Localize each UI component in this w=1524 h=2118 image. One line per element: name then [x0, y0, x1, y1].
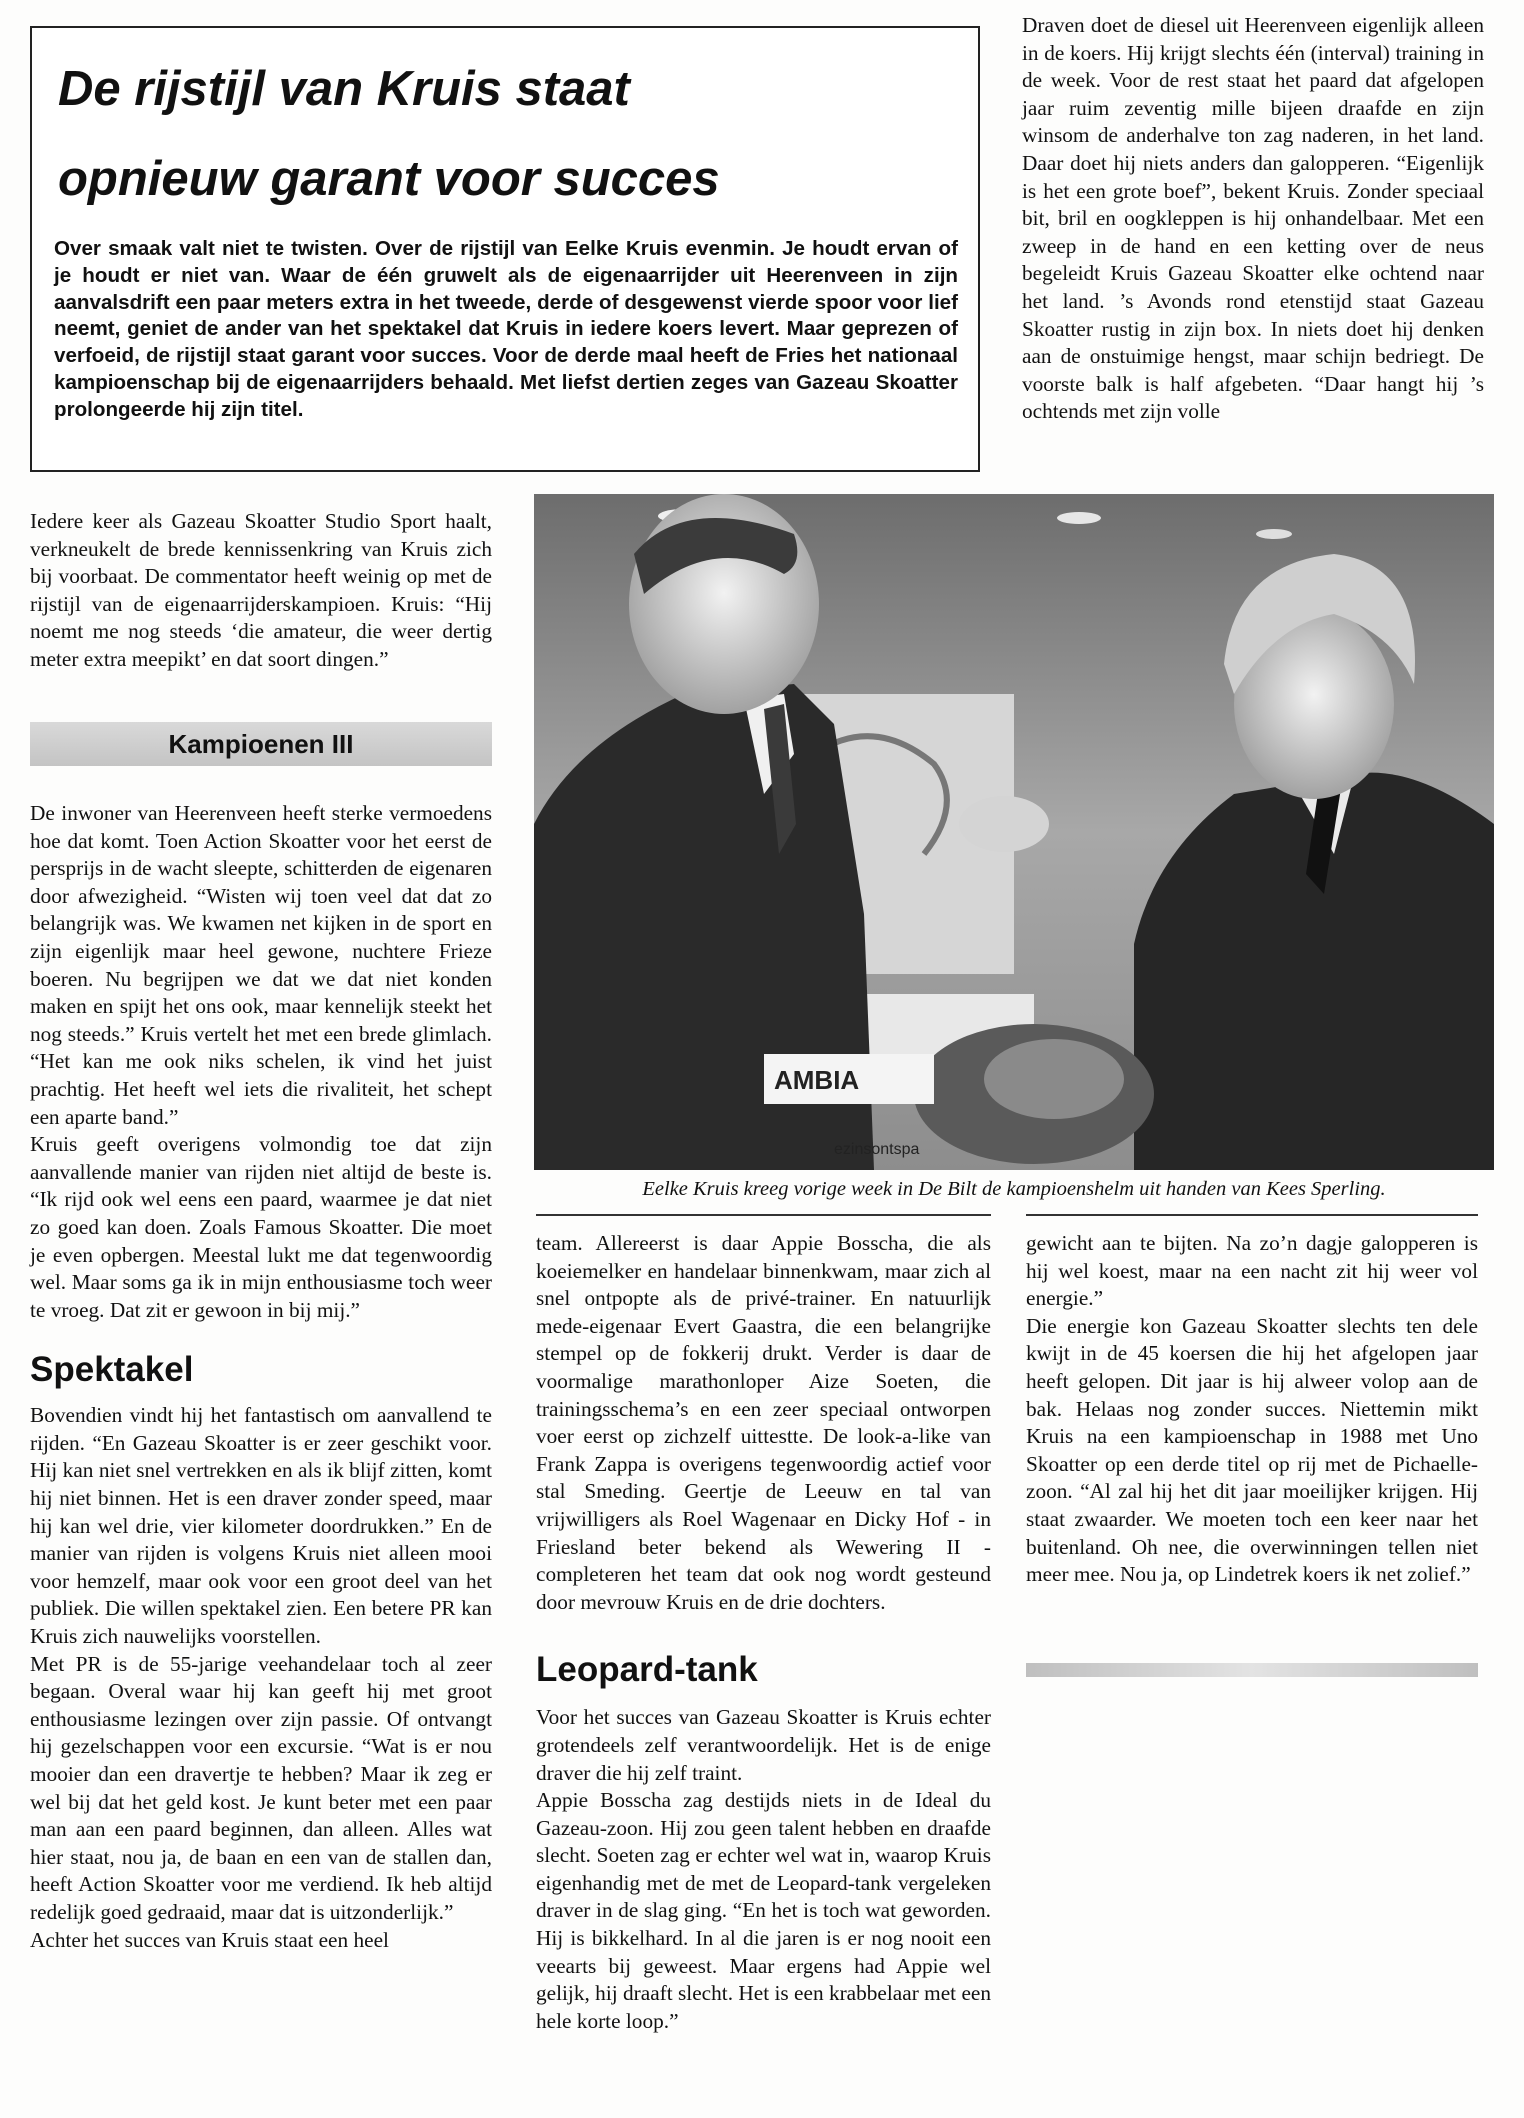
section-box-heading: Kampioenen III [30, 722, 492, 766]
headline [58, 44, 958, 224]
left-paragraph-3: Bovendien vindt hij het fantastisch om aanvallend te rijden. “En Gazeau Skoatter is er zeer geschikt voor. Hij kan niet snel vertrekken en als ik blijf zitten, komt hij niet binnen. Het is een draver zonder speed, maar hij kan wel drie, vier kilometer doordrukken.” En de manier van rijden is volgens Kruis niet alleen mooi voor hemzelf, maar ook voor een groot deel van het publiek. Die willen spektakel zien. Een betere PR kan Kruis zich nauwelijks voorstellen. [30, 1403, 492, 1649]
top-right-text: Draven doet de diesel uit Heerenveen eigenlijk alleen in de koers. Hij krijgt slechts één (interval) training in de week. Voor de rest staat het paard dat afgelopen jaar ruim zeventig mille bijeen draafde en zijn winsom de anderhalve ton zag naderen, in het land. Daar doet hij niets anders dan galopperen. “Eigenlijk is het een grote boef”, bekent Kruis. Zonder speciaal bit, bril en oogkleppen is hij onhandelbaar. Met een zweep in de hand en een ketting over de neus begeleidt Kruis Gazeau Skoatter elke ochtend naar het land. ’s Avonds rond etenstijd staat Gazeau Skoatter rustig in zijn box. In niets doet hij denken aan de onstuimige hengst, maar schijn bedriegt. De voorste balk is half afgebeten. “Daar hangt hij ’s ochtends met zijn volle [1022, 13, 1484, 424]
column-right [1026, 1230, 1478, 1589]
column-middle [536, 1230, 991, 2035]
right-paragraph-2: Die energie kon Gazeau Skoatter slechts ten dele kwijt in de 45 koersen die hij het afgelopen jaar heeft gelopen. Dit jaar is hij alweer volop aan de bak. Helaas nog zonder succes. Niettemin mikt Kruis na een kampioenschap in 1988 met Uno Skoatter op een derde titel op rij met de Pichaelle-zoon. “Al zal hij het dit jaar moeilijker krijgen. Hij staat zwaarder. We moeten toch een keer naar het buitenland. Oh nee, die overwinningen tellen niet meer mee. Nou ja, op Lindetrek koers ik net zolief.” [1026, 1313, 1478, 1587]
headline-line-2: opnieuw garant voor succes [58, 152, 720, 206]
column-left [30, 508, 492, 674]
photo-caption: Eelke Kruis kreeg vorige week in De Bilt de kampioenshelm uit handen van Kees Sperling. [642, 1178, 1386, 1200]
end-bar [1026, 1663, 1478, 1677]
headline-line-1: De rijstijl van Kruis staat [58, 62, 630, 116]
rule-mid [536, 1214, 991, 1216]
column-top-right [1022, 12, 1484, 426]
title-box [30, 26, 980, 472]
photo-illustration [534, 494, 1494, 1170]
left-paragraph-2: Kruis geeft overigens volmondig toe dat zijn aanvallende manier van rijden niet altijd de beste is. “Ik rijd ook wel eens een paard, waarmee je dat niet zo goed kan doen. Zoals Famous Skoatter. Die moet je even opbergen. Meestal lukt me dat tegenwoordig wel. Maar soms ga ik in mijn enthousiasme toch weer te vroeg. Dat zit er gewoon in bij mij.” [30, 1132, 492, 1322]
column-left-body [30, 800, 492, 1954]
left-intro: Iedere keer als Gazeau Skoatter Studio Sport haalt, verkneukelt de brede kennissenkring van Kruis zich bij voorbaat. De commentator heeft weinig op met de rijstijl van de eigenaarrijderskampioen. Kruis: “Hij noemt me nog steeds ‘die amateur, die weer dertig meter extra meepikt’ en dat soort dingen.” [30, 509, 492, 671]
left-paragraph-4: Met PR is de 55-jarige veehandelaar toch al zeer begaan. Overal waar hij kan geeft hij met groot enthousiasme lezingen over zijn passie. Of ontvangt hij gezelschappen voor een excursie. “Wat is er nou mooier dan een dravertje te hebben? Maar ik zeg er wel bij dat het geld kost. Je kunt beter met een paar man aan een paard beginnen, dan alleen. Alles wat hier staat, nou ja, de baan en een van de stallen dan, heeft Action Skoatter voor me verdiend. Ik heb altijd redelijk goed gedraaid, maar dat is uitzonderlijk.” [30, 1651, 492, 1924]
middle-paragraph-1: team. Allereerst is daar Appie Bosscha, die als koeiemelker en handelaar binnenkwam, maar zich al snel ontpopte als de privé-trainer. En natuurlijk mede-eigenaar Evert Gaastra, die een belangrijke stempel op de fokkerij drukt. Verder is daar de voormalige marathonloper Aize Soeten, die trainingsschema’s en een zeer speciaal ontworpen voer eerst op zichzelf uittestte. De look-a-like van Frank Zappa is overigens tegenwoordig actief voor stal Smeding. Geertje de Leeuw en tal van vrijwilligers als Roel Wagenaar en Dicky Hof - in Friesland beter bekend als Wewering II - completeren het team dat ook nog wordt gesteund door mevrouw Kruis en de drie dochters. [536, 1231, 991, 1614]
subhead-spektakel: Spektakel [30, 1350, 194, 1390]
lead-paragraph: Over smaak valt niet te twisten. Over de rijstijl van Eelke Kruis evenmin. Je houdt ervan of je houdt er niet van. Waar de één gruwelt als de eigenaarrijder uit Heerenveen in zijn aanvalsdrift een paar meters extra in het tweede, derde of desgewenst vierde spoor voor lief neemt, geniet de ander van het spektakel dat Kruis in iedere koers levert. Maar geprezen of verfoeid, de rijstijl staat garant voor succes. Voor de derde maal heeft de Fries het nationaal kampioenschap bij de eigenaarrijders behaald. Met liefst dertien zeges van Gazeau Skoatter prolongeerde hij zijn titel. [54, 237, 958, 421]
middle-paragraph-3: Appie Bosscha zag destijds niets in de Ideal du Gazeau-zoon. Hij zou geen talent hebben en draafde slecht. Soeten zag er echter wel wat in, waarop Kruis eigenhandig met de met de Leopard-tank vergeleken draver in de slag ging. “En het is toch wat geworden. Hij is bikkelhard. In al die jaren is er nog nooit een veearts bij geweest. Maar ergens had Appie wel gelijk, hij draaft slecht. Het is een krabbelaar met een hele korte loop.” [536, 1788, 991, 2033]
photo-banner-text: AMBIA [774, 1065, 860, 1095]
photo [534, 494, 1494, 1170]
subhead-leopard-tank: Leopard-tank [536, 1650, 758, 1690]
rule-right [1026, 1214, 1478, 1216]
right-paragraph-1: gewicht aan te bijten. Na zo’n dagje galopperen is hij wel koest, maar na een nacht zit hij weer vol energie.” [1026, 1231, 1478, 1311]
photo-banner-subtext: ezinsontspa [834, 1141, 920, 1158]
left-paragraph-5: Achter het succes van Kruis staat een heel [30, 1927, 389, 1952]
middle-paragraph-2: Voor het succes van Gazeau Skoatter is Kruis echter grotendeels zelf verantwoordelijk. Het is de enige draver die hij zelf traint. [536, 1705, 991, 1785]
left-paragraph-1: De inwoner van Heerenveen heeft sterke vermoedens hoe dat komt. Toen Action Skoatter voor het eerst de persprijs in de wacht sleepte, schitterden de eigenaren door afwezigheid. “Wisten wij toen veel dat dat zo belangrijk was. We kwamen net kijken in de sport en zijn eigenlijk maar heel gewone, nuchtere Frieze boeren. Nu begrijpen we dat we dat niet konden maken en spijt het ons ook, maar kennelijk steekt het nog steeds.” Kruis vertelt het met een brede glimlach. “Het kan me ook niks schelen, ik vind het juist prachtig. Het heeft wel iets die rivaliteit, het schept een aparte band.” [30, 801, 492, 1129]
